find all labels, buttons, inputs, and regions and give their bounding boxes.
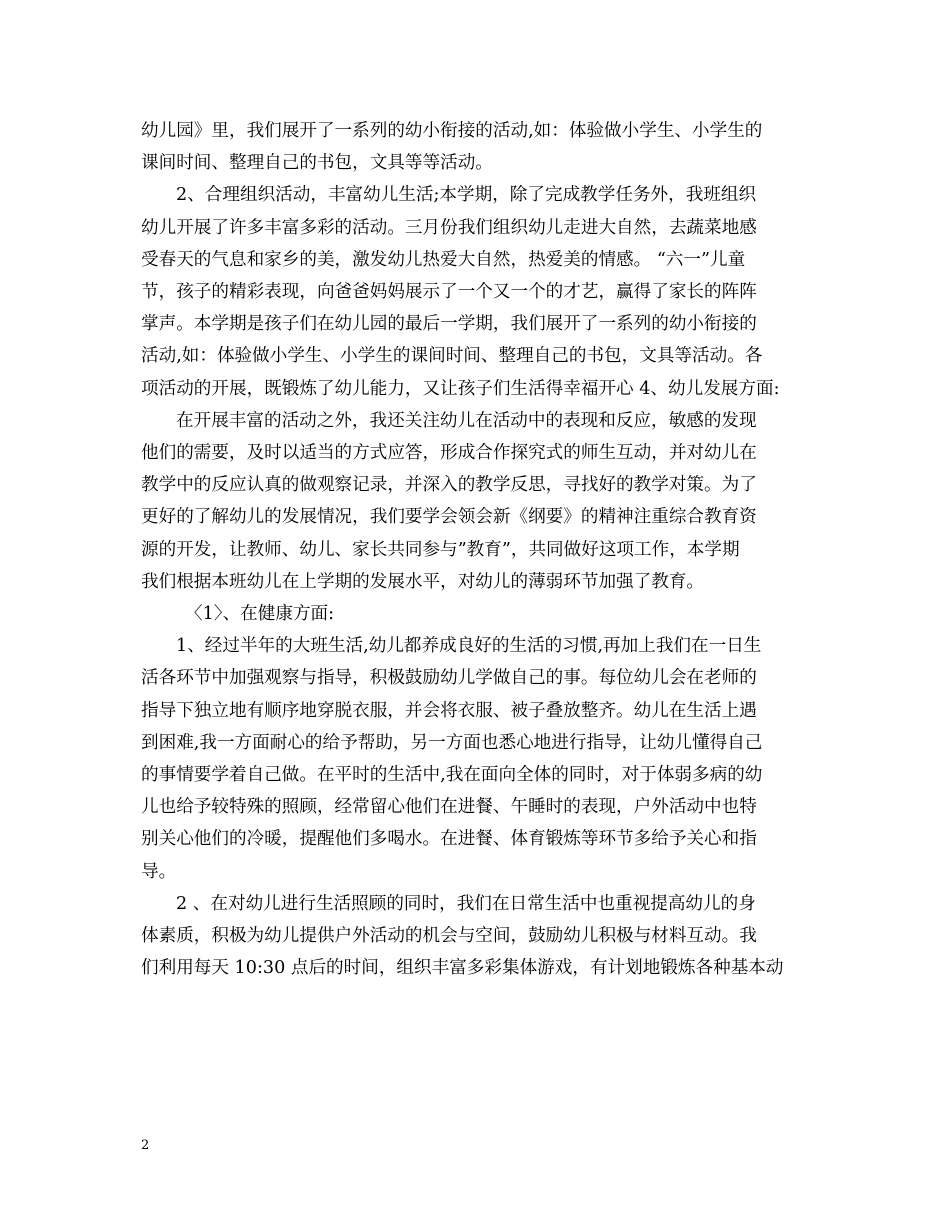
text-line: 的事情要学着自己做。在平时的生活中,我在面向全体的同时，对于体弱多病的幼 [141,765,763,786]
text-line: 课间时间、整理自己的书包，文具等等活动。 [141,153,493,174]
text-line: 们利用每天 10:30 点后的时间，组织丰富多彩集体游戏，有计划地锻炼各种基本动 [141,958,784,979]
text-line: 掌声。本学期是孩子们在幼儿园的最后一学期，我们展开了一系列的幼小衔接的 [141,314,757,335]
text-line: 别关心他们的冷暖，提醒他们多喝水。在进餐、体育锻炼等环节多给予关心和指 [141,829,757,850]
text-line: 受春天的气息和家乡的美，激发幼儿热爱大自然，热爱美的情感。 “六一”儿童 [141,249,746,270]
paragraph-activities [141,179,821,404]
section-heading-health [141,598,821,630]
text-line: 活动,如：体验做小学生、小学生的课间时间、整理自己的书包，文具等活动。各 [141,346,763,367]
text-line: 在开展丰富的活动之外，我还关注幼儿在活动中的表现和反应，敏感的发现 [176,410,757,431]
text-line: 1、经过半年的大班生活,幼儿都养成良好的生活的习惯,再加上我们在一日生 [176,636,762,657]
text-line: 更好的了解幼儿的发展情况，我们要学会领会新《纲要》的精神注重综合教育资 [141,507,757,528]
page-number: 2 [141,1138,150,1153]
text-line: 源的开发，让教师、幼儿、家长共同参与”教育”，共同做好这项工作，本学期 [141,539,740,560]
text-line: 项活动的开展，既锻炼了幼儿能力，又让孩子们生活得幸福开心 4、幼儿发展方面: [141,378,780,399]
text-line: 〈1〉、在健康方面: [185,604,335,625]
body-text [141,115,821,984]
text-line: 2、合理组织活动，丰富幼儿生活;本学期，除了完成教学任务外，我班组织 [176,185,757,206]
text-line: 指导下独立地有顺序地穿脱衣服，并会将衣服、被子叠放整齐。幼儿在生活上遇 [141,700,757,721]
text-line: 幼儿开展了许多丰富多彩的活动。三月份我们组织幼儿走进大自然，去蔬菜地感 [141,217,757,238]
text-line: 导。 [141,861,177,882]
text-line: 儿也给予较特殊的照顾，经常留心他们在进餐、午睡时的表现，户外活动中也特 [141,797,757,818]
paragraph-continuation [141,115,821,179]
text-line: 我们根据本班幼儿在上学期的发展水平，对幼儿的薄弱环节加强了教育。 [141,571,705,592]
paragraph-development [141,405,821,598]
paragraph-health-2 [141,888,821,985]
text-line: 体素质，积极为幼儿提供户外活动的机会与空间，鼓励幼儿积极与材料互动。我 [141,926,757,947]
text-line: 教学中的反应认真的做观察记录，并深入的教学反思，寻找好的教学对策。为了 [141,475,757,496]
text-line: 幼儿园》里，我们展开了一系列的幼小衔接的活动,如：体验做小学生、小学生的 [141,121,763,141]
text-line: 活各环节中加强观察与指导，积极鼓励幼儿学做自己的事。每位幼儿会在老师的 [141,668,757,689]
text-line: 节，孩子的精彩表现，向爸爸妈妈展示了一个又一个的才艺，赢得了家长的阵阵 [141,282,757,303]
paragraph-health-1 [141,630,821,888]
text-line: 他们的需要，及时以适当的方式应答，形成合作探究式的师生互动，并对幼儿在 [141,443,757,464]
text-line: 2 、在对幼儿进行生活照顾的同时，我们在日常生活中也重视提高幼儿的身 [176,893,756,914]
text-line: 到困难,我一方面耐心的给予帮助，另一方面也悉心地进行指导，让幼儿懂得自己 [141,732,763,753]
